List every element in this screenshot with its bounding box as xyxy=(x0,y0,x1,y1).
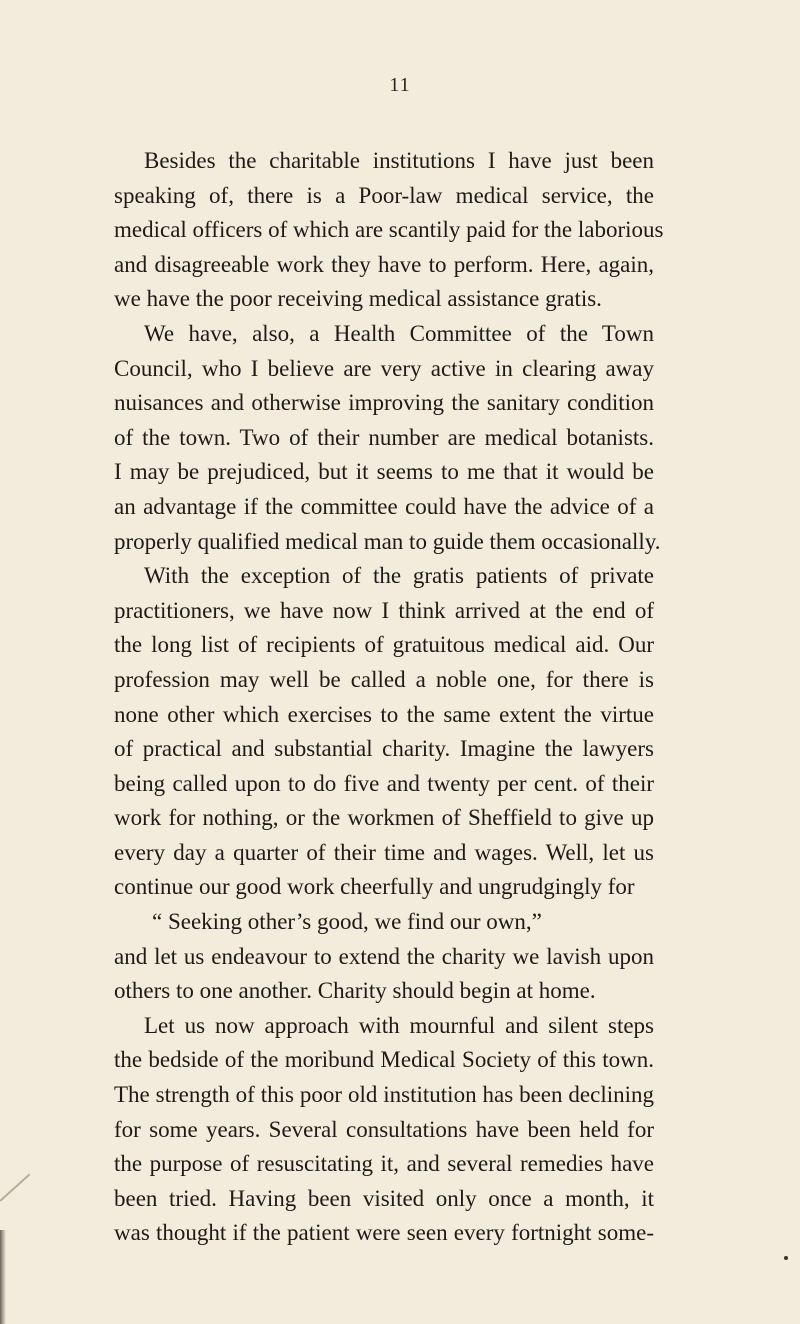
text-line: being called upon to do five and twenty per cent. of their xyxy=(114,770,654,796)
page-edge-crease xyxy=(0,1173,30,1201)
text-line: the long list of recipients of gratuitous medical aid. Our xyxy=(114,632,654,658)
text-line: work for nothing, or the workmen of Sheffield to give up xyxy=(114,805,654,831)
text-line: and disagreeable work they have to perform. Here, again, xyxy=(114,251,654,277)
text-line: others to one another. Charity should begin at home. xyxy=(114,978,596,1004)
text-line: none other which exercises to the same extent the virtue xyxy=(114,701,654,727)
text-line: The strength of this poor old institution has been declining xyxy=(114,1082,654,1108)
text-line: properly qualified medical man to guide them occasionally. xyxy=(114,528,661,554)
page-speck xyxy=(784,1256,788,1260)
text-line: nuisances and otherwise improving the sanitary condition xyxy=(114,390,654,416)
text-line: speaking of, there is a Poor-law medical service, the xyxy=(114,182,654,208)
text-line: I may be prejudiced, but it seems to me that it would be xyxy=(114,459,654,485)
text-line: Let us now approach with mournful and silent steps xyxy=(144,1012,654,1038)
body-text xyxy=(114,144,664,1251)
text-line: Besides the charitable institutions I have just been xyxy=(144,148,654,173)
text-line: continue our good work cheerfully and ungrudgingly for xyxy=(114,874,635,900)
text-line: an advantage if the committee could have the advice of a xyxy=(114,493,654,519)
text-line: “ Seeking other’s good, we find our own,” xyxy=(152,909,542,935)
text-line: With the exception of the gratis patients of private xyxy=(144,563,654,589)
text-line: for some years. Several consultations have been held for xyxy=(114,1116,654,1142)
text-line: of the town. Two of their number are medical botanists. xyxy=(114,424,654,450)
text-line: and let us endeavour to extend the charity we lavish upon xyxy=(114,943,654,969)
page-edge-shadow xyxy=(0,1230,6,1324)
text-line: medical officers of which are scantily paid for the laborious xyxy=(114,217,664,243)
text-line: profession may well be called a noble one, for there is xyxy=(114,666,654,692)
text-line: We have, also, a Health Committee of the Town xyxy=(144,320,654,346)
text-line: been tried. Having been visited only once a month, it xyxy=(114,1185,654,1211)
page-number: 11 xyxy=(389,74,411,96)
text-line: was thought if the patient were seen every fortnight some- xyxy=(114,1220,654,1246)
text-line: every day a quarter of their time and wages. Well, let us xyxy=(114,839,654,865)
text-line: of practical and substantial charity. Imagine the lawyers xyxy=(114,736,654,762)
text-line: we have the poor receiving medical assistance gratis. xyxy=(114,286,602,312)
text-line: practitioners, we have now I think arrived at the end of xyxy=(114,597,654,623)
text-line: Council, who I believe are very active in clearing away xyxy=(114,355,654,381)
text-line: the bedside of the moribund Medical Society of this town. xyxy=(114,1047,654,1073)
text-line: the purpose of resuscitating it, and several remedies have xyxy=(114,1151,654,1177)
